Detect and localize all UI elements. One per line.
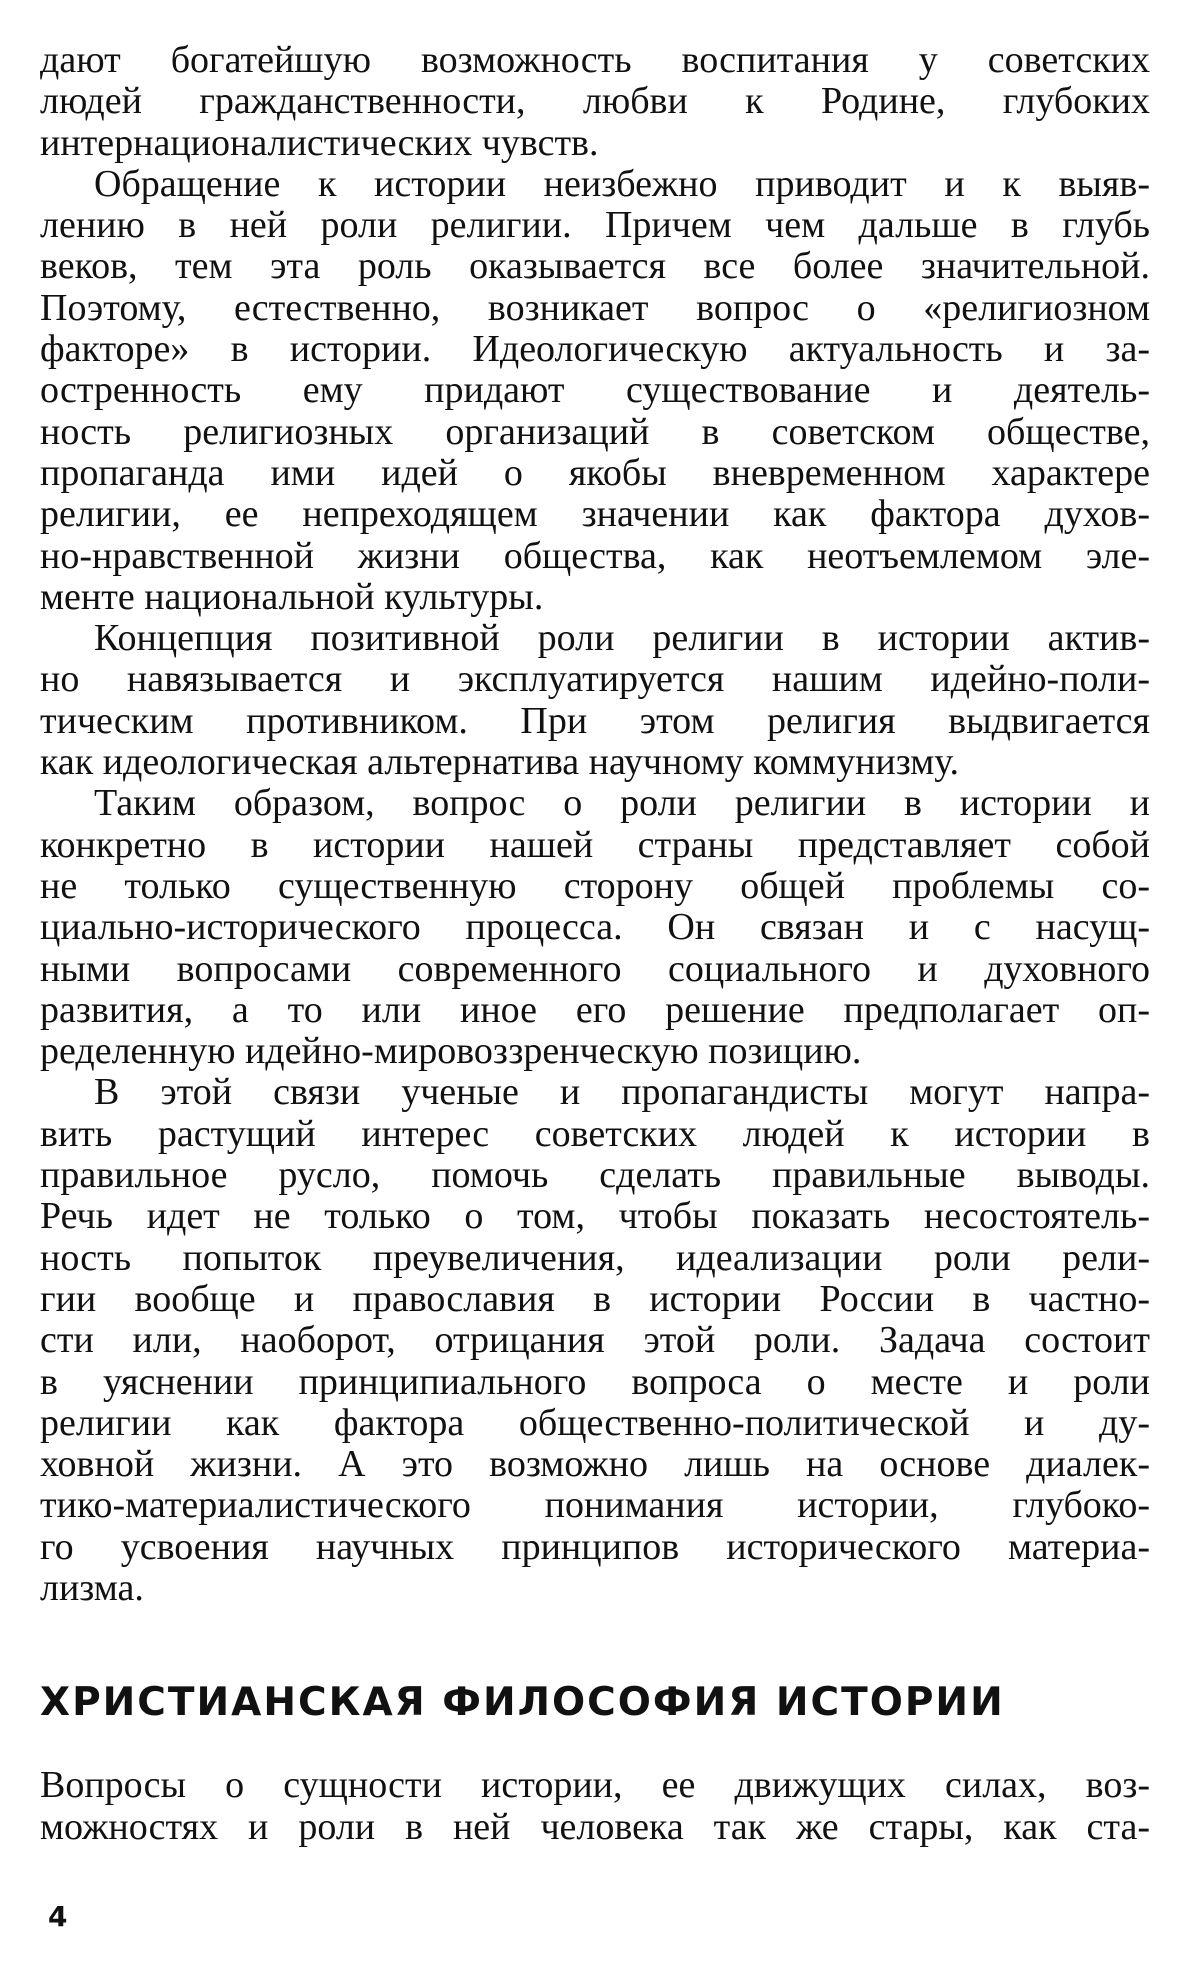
paragraph-4 xyxy=(40,783,1150,1072)
text-line: ность попыток преувеличения, идеализации роли рели- xyxy=(40,1236,1150,1279)
text-line: пропаганда ими идей о якобы вневременном характере xyxy=(40,451,1150,494)
text-line: лению в ней роли религии. Причем чем дальше в глубь xyxy=(40,204,1150,247)
paragraph-1 xyxy=(40,40,1150,164)
text-line: Таким образом, вопрос о роли религии в истории и xyxy=(94,782,1150,825)
page-number: 4 xyxy=(48,1900,68,1933)
text-line: гии вообще и православия в истории России в частно- xyxy=(40,1277,1150,1320)
text-line: людей гражданственности, любви к Родине, глубоких xyxy=(40,80,1150,123)
paragraph-3 xyxy=(40,618,1150,783)
text-line: лизма. xyxy=(40,1566,144,1609)
text-line: развития, а то или иное его решение предполагает оп- xyxy=(40,988,1150,1031)
text-line: менте национальной культуры. xyxy=(40,575,544,618)
text-line: можностях и роли в ней человека так же стары, как ста- xyxy=(40,1805,1150,1848)
paragraph-after-heading xyxy=(40,1765,1150,1848)
text-line: конкретно в истории нашей страны представляет собой xyxy=(40,823,1150,866)
text-line: ределенную идейно-мировоззренческую позицию. xyxy=(40,1030,862,1073)
text-line: циально-исторического процесса. Он связан и с насущ- xyxy=(40,906,1150,949)
text-line: веков, тем эта роль оказывается все более значительной. xyxy=(40,245,1150,288)
text-line: религии как фактора общественно-политической и ду- xyxy=(40,1401,1150,1444)
text-line: остренность ему придают существование и деятель- xyxy=(40,369,1150,412)
text-line: Вопросы о сущности истории, ее движущих силах, воз- xyxy=(40,1764,1150,1807)
text-line: но-нравственной жизни общества, как неотъемлемом эле- xyxy=(40,534,1150,577)
document-page xyxy=(40,40,1150,1848)
text-line: тическим противником. При этом религия выдвигается xyxy=(40,699,1150,742)
text-line: факторе» в истории. Идеологическую актуальность и за- xyxy=(40,328,1150,371)
text-line: как идеологическая альтернатива научному коммунизму. xyxy=(40,741,959,784)
text-line: интернационалистических чувств. xyxy=(40,121,599,164)
text-line: ными вопросами современного социального и духовного xyxy=(40,947,1150,990)
text-line: в уяснении принципиального вопроса о месте и роли xyxy=(40,1360,1150,1403)
paragraph-5 xyxy=(40,1072,1150,1609)
text-line: но навязывается и эксплуатируется нашим идейно-поли- xyxy=(40,658,1150,701)
text-line: сти или, наоборот, отрицания этой роли. Задача состоит xyxy=(40,1319,1150,1362)
text-line: ховной жизни. А это возможно лишь на основе диалек- xyxy=(40,1443,1150,1486)
text-line: тико-материалистического понимания истории, глубоко- xyxy=(40,1484,1150,1527)
text-line: го усвоения научных принципов исторического материа- xyxy=(40,1525,1150,1568)
paragraph-2 xyxy=(40,164,1150,618)
text-line: ность религиозных организаций в советском обществе, xyxy=(40,410,1150,453)
text-line: Концепция позитивной роли религии в истории актив- xyxy=(94,617,1150,660)
section-heading: ХРИСТИАНСКАЯ ФИЛОСОФИЯ ИСТОРИИ xyxy=(40,1680,1005,1726)
text-line: вить растущий интерес советских людей к истории в xyxy=(40,1112,1150,1155)
text-line: В этой связи ученые и пропагандисты могут напра- xyxy=(94,1071,1150,1114)
text-line: Обращение к истории неизбежно приводит и к выяв- xyxy=(94,162,1150,205)
text-line: дают богатейшую возможность воспитания у советских xyxy=(40,39,1150,81)
text-line: Речь идет не только о том, чтобы показать несостоятель- xyxy=(40,1195,1150,1238)
text-line: правильное русло, помочь сделать правильные выводы. xyxy=(40,1154,1150,1197)
text-line: не только существенную сторону общей проблемы со- xyxy=(40,864,1150,907)
text-line: Поэтому, естественно, возникает вопрос о «религиозном xyxy=(40,286,1150,329)
text-line: религии, ее непреходящем значении как фактора духов- xyxy=(40,493,1150,536)
